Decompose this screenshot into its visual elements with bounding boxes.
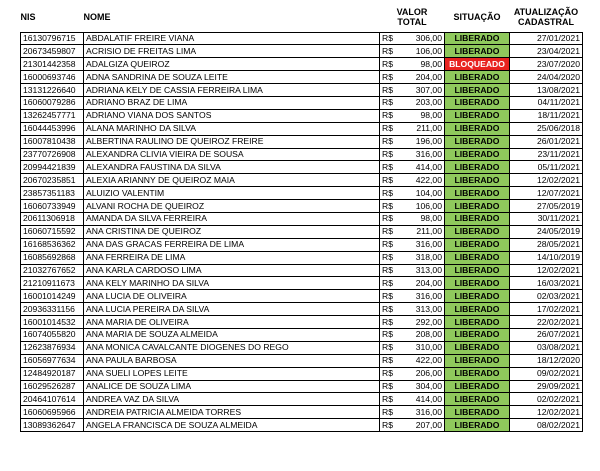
currency-symbol: R$ [382,277,393,288]
status-badge: LIBERADO [445,419,510,432]
status-badge: LIBERADO [445,380,510,393]
amount: 316,00 [415,239,442,250]
cell-data-atualizacao: 25/06/2018 [510,122,583,135]
currency-symbol: R$ [382,329,393,340]
cell-valor [380,45,445,58]
status-badge: LIBERADO [445,45,510,58]
cell-nis: 16060733949 [21,200,84,213]
cell-nis: 20670235851 [21,174,84,187]
currency-symbol: R$ [382,174,393,185]
cell-nis: 20936331156 [21,303,84,316]
amount: 98,00 [420,58,442,69]
currency-symbol: R$ [382,58,393,69]
cell-data-atualizacao: 09/02/2021 [510,367,583,380]
cell-nome: ANA MARIA DE SOUZA ALMEIDA [84,328,380,341]
status-badge: LIBERADO [445,84,510,97]
cell-nis: 12623876934 [21,341,84,354]
cell-data-atualizacao: 28/05/2021 [510,238,583,251]
amount: 414,00 [415,161,442,172]
table-row [21,109,583,122]
cell-nis: 16001014532 [21,316,84,329]
cell-data-atualizacao: 08/02/2021 [510,419,583,432]
cell-valor [380,393,445,406]
amount: 422,00 [415,355,442,366]
cell-nis: 21032767652 [21,264,84,277]
cell-valor [380,109,445,122]
table-row [21,161,583,174]
currency-symbol: R$ [382,303,393,314]
cell-nis: 21210911673 [21,277,84,290]
status-badge: LIBERADO [445,406,510,419]
amount: 318,00 [415,252,442,263]
currency-symbol: R$ [382,148,393,159]
cell-data-atualizacao: 13/08/2021 [510,84,583,97]
currency-symbol: R$ [382,45,393,56]
currency-symbol: R$ [382,200,393,211]
currency-symbol: R$ [382,368,393,379]
cell-valor [380,264,445,277]
cell-data-atualizacao: 26/07/2021 [510,328,583,341]
table-row [21,135,583,148]
cell-data-atualizacao: 27/01/2021 [510,32,583,45]
cell-nome: ADRIANO VIANA DOS SANTOS [84,109,380,122]
cell-valor [380,406,445,419]
currency-symbol: R$ [382,32,393,43]
cell-nome: ANA CRISTINA DE QUEIROZ [84,225,380,238]
cell-nome: ALANA MARINHO DA SILVA [84,122,380,135]
table-row [21,316,583,329]
amount: 104,00 [415,187,442,198]
cell-valor [380,96,445,109]
table-row [21,380,583,393]
cell-data-atualizacao: 03/08/2021 [510,341,583,354]
cell-nis: 21301442358 [21,58,84,71]
table-row [21,277,583,290]
currency-symbol: R$ [382,110,393,121]
amount: 313,00 [415,303,442,314]
cell-nis: 16060695966 [21,406,84,419]
table-row [21,71,583,84]
cell-nome: ANA SUELI LOPES LEITE [84,367,380,380]
cell-nis: 16056977634 [21,354,84,367]
status-badge: LIBERADO [445,316,510,329]
cell-data-atualizacao: 22/02/2021 [510,316,583,329]
cell-valor [380,328,445,341]
amount: 196,00 [415,136,442,147]
header-situacao: SITUAÇÃO [453,11,501,22]
table-row [21,251,583,264]
amount: 310,00 [415,342,442,353]
cell-data-atualizacao: 18/11/2021 [510,109,583,122]
amount: 316,00 [415,148,442,159]
amount: 98,00 [420,213,442,224]
cell-nis: 23770726908 [21,148,84,161]
status-badge: LIBERADO [445,367,510,380]
cell-data-atualizacao: 26/01/2021 [510,135,583,148]
table-row [21,393,583,406]
currency-symbol: R$ [382,239,393,250]
table-row [21,187,583,200]
cell-nome: ANA MARIA DE OLIVEIRA [84,316,380,329]
cell-nis: 20611306918 [21,212,84,225]
cell-nis: 16130796715 [21,32,84,45]
cell-valor [380,419,445,432]
currency-symbol: R$ [382,187,393,198]
cell-nis: 13262457771 [21,109,84,122]
cell-nis: 12484920187 [21,367,84,380]
table-row [21,419,583,432]
cell-valor [380,290,445,303]
table-row [21,406,583,419]
cell-valor [380,316,445,329]
header-atualizacao [510,2,583,32]
cell-valor [380,174,445,187]
currency-symbol: R$ [382,123,393,134]
cell-nome: ALBERTINA RAULINO DE QUEIROZ FREIRE [84,135,380,148]
status-badge: LIBERADO [445,187,510,200]
cell-valor [380,122,445,135]
amount: 208,00 [415,329,442,340]
cell-nome: ADRIANA KELY DE CASSIA FERREIRA LIMA [84,84,380,97]
cell-valor [380,367,445,380]
header-atualizacao-line2: CADASTRAL [518,16,574,27]
amount: 203,00 [415,97,442,108]
status-badge: LIBERADO [445,96,510,109]
table-row [21,238,583,251]
cell-nome: ADALGIZA QUEIROZ [84,58,380,71]
cell-nome: ANA PAULA BARBOSA [84,354,380,367]
currency-symbol: R$ [382,161,393,172]
cell-nome: ANDREA VAZ DA SILVA [84,393,380,406]
table-row [21,225,583,238]
cell-nome: ALEXANDRA CLIVIA VIEIRA DE SOUSA [84,148,380,161]
header-nis: NIS [20,11,36,22]
cell-data-atualizacao: 29/09/2021 [510,380,583,393]
currency-symbol: R$ [382,419,393,430]
cell-nome: ANA MONICA CAVALCANTE DIOGENES DO REGO [84,341,380,354]
cell-valor [380,187,445,200]
table-row [21,84,583,97]
cell-nis: 16074055820 [21,328,84,341]
cell-data-atualizacao: 24/04/2020 [510,71,583,84]
status-badge: LIBERADO [445,135,510,148]
status-badge: LIBERADO [445,212,510,225]
cell-nome: ANALICE DE SOUZA LIMA [84,380,380,393]
cell-nome: ANDREIA PATRICIA ALMEIDA TORRES [84,406,380,419]
cell-nis: 13131226640 [21,84,84,97]
beneficiaries-table [20,2,583,432]
amount: 414,00 [415,393,442,404]
table-body [21,32,583,432]
amount: 292,00 [415,316,442,327]
amount: 211,00 [416,123,442,134]
table-row [21,200,583,213]
table-row [21,32,583,45]
status-badge: LIBERADO [445,200,510,213]
cell-nis: 16060715592 [21,225,84,238]
cell-data-atualizacao: 17/02/2021 [510,303,583,316]
cell-nome: ANA FERREIRA DE LIMA [84,251,380,264]
cell-nis: 16168536362 [21,238,84,251]
amount: 316,00 [415,290,442,301]
cell-data-atualizacao: 24/05/2019 [510,225,583,238]
table-row [21,264,583,277]
status-badge: LIBERADO [445,71,510,84]
cell-data-atualizacao: 05/11/2021 [510,161,583,174]
currency-symbol: R$ [382,136,393,147]
status-badge: LIBERADO [445,354,510,367]
header-row [21,2,583,32]
currency-symbol: R$ [382,406,393,417]
cell-nis: 16007810438 [21,135,84,148]
cell-nome: ANA LUCIA DE OLIVEIRA [84,290,380,303]
cell-nome: ALEXANDRA FAUSTINA DA SILVA [84,161,380,174]
amount: 106,00 [415,45,442,56]
cell-nis: 20673459807 [21,45,84,58]
cell-valor [380,161,445,174]
cell-data-atualizacao: 27/05/2019 [510,200,583,213]
cell-valor [380,251,445,264]
cell-nome: ANA KARLA CARDOSO LIMA [84,264,380,277]
table-row [21,328,583,341]
cell-nome: ANA DAS GRACAS FERREIRA DE LIMA [84,238,380,251]
cell-valor [380,84,445,97]
status-badge: LIBERADO [445,393,510,406]
cell-data-atualizacao: 02/03/2021 [510,290,583,303]
cell-nome: ANGELA FRANCISCA DE SOUZA ALMEIDA [84,419,380,432]
cell-valor [380,354,445,367]
currency-symbol: R$ [382,264,393,275]
cell-nis: 20464107614 [21,393,84,406]
cell-data-atualizacao: 16/03/2021 [510,277,583,290]
cell-nis: 16085692868 [21,251,84,264]
cell-nis: 16029526287 [21,380,84,393]
table-row [21,58,583,71]
cell-nome: AMANDA DA SILVA FERREIRA [84,212,380,225]
cell-nis: 13089362647 [21,419,84,432]
amount: 206,00 [415,368,442,379]
cell-data-atualizacao: 30/11/2021 [510,212,583,225]
status-badge: LIBERADO [445,32,510,45]
status-badge: LIBERADO [445,148,510,161]
cell-data-atualizacao: 04/11/2021 [510,96,583,109]
status-badge: LIBERADO [445,264,510,277]
cell-data-atualizacao: 23/07/2020 [510,58,583,71]
status-badge: LIBERADO [445,251,510,264]
cell-nis: 16001014249 [21,290,84,303]
cell-valor [380,277,445,290]
status-badge: LIBERADO [445,303,510,316]
currency-symbol: R$ [382,97,393,108]
cell-nome: ALUIZIO VALENTIM [84,187,380,200]
table-row [21,290,583,303]
currency-symbol: R$ [382,393,393,404]
cell-nome: ALVANI ROCHA DE QUEIROZ [84,200,380,213]
cell-data-atualizacao: 18/12/2020 [510,354,583,367]
status-badge: LIBERADO [445,290,510,303]
table-row [21,367,583,380]
cell-nome: ALEXIA ARIANNY DE QUEIROZ MAIA [84,174,380,187]
cell-valor [380,135,445,148]
status-badge: LIBERADO [445,277,510,290]
header-valor-line2: TOTAL [397,16,427,27]
amount: 98,00 [420,110,442,121]
table-row [21,303,583,316]
cell-data-atualizacao: 12/07/2021 [510,187,583,200]
cell-data-atualizacao: 12/02/2021 [510,406,583,419]
table-row [21,148,583,161]
cell-nome: ANA LUCIA PEREIRA DA SILVA [84,303,380,316]
status-badge: BLOQUEADO [445,58,510,71]
cell-valor [380,341,445,354]
table-row [21,341,583,354]
currency-symbol: R$ [382,213,393,224]
currency-symbol: R$ [382,226,393,237]
status-badge: LIBERADO [445,161,510,174]
cell-data-atualizacao: 12/02/2021 [510,174,583,187]
amount: 304,00 [415,380,442,391]
cell-valor [380,71,445,84]
cell-nome: ANA KELY MARINHO DA SILVA [84,277,380,290]
cell-data-atualizacao: 14/10/2019 [510,251,583,264]
amount: 316,00 [415,406,442,417]
cell-valor [380,225,445,238]
cell-data-atualizacao: 23/04/2021 [510,45,583,58]
cell-valor [380,380,445,393]
amount: 211,00 [416,226,442,237]
amount: 422,00 [415,174,442,185]
cell-data-atualizacao: 02/02/2021 [510,393,583,406]
cell-valor [380,303,445,316]
currency-symbol: R$ [382,380,393,391]
cell-data-atualizacao: 12/02/2021 [510,264,583,277]
cell-valor [380,148,445,161]
table-row [21,212,583,225]
status-badge: LIBERADO [445,225,510,238]
currency-symbol: R$ [382,342,393,353]
cell-valor [380,212,445,225]
status-badge: LIBERADO [445,328,510,341]
amount: 313,00 [415,264,442,275]
table-row [21,354,583,367]
status-badge: LIBERADO [445,122,510,135]
currency-symbol: R$ [382,355,393,366]
header-atualizacao-line1: ATUALIZAÇÃO [513,6,579,17]
cell-nome: ADNA SANDRINA DE SOUZA LEITE [84,71,380,84]
cell-nis: 16060079286 [21,96,84,109]
amount: 204,00 [415,71,442,82]
currency-symbol: R$ [382,252,393,263]
status-badge: LIBERADO [445,109,510,122]
amount: 306,00 [415,32,442,43]
table-row [21,45,583,58]
amount: 106,00 [415,200,442,211]
cell-nome: ABDALATIF FREIRE VIANA [84,32,380,45]
cell-valor [380,238,445,251]
cell-nis: 20994421839 [21,161,84,174]
cell-nis: 23857351183 [21,187,84,200]
cell-nis: 16044453996 [21,122,84,135]
table-row [21,174,583,187]
header-nome: NOME [83,11,111,22]
status-badge: LIBERADO [445,238,510,251]
cell-nis: 16000693746 [21,71,84,84]
status-badge: LIBERADO [445,174,510,187]
cell-data-atualizacao: 23/11/2021 [510,148,583,161]
currency-symbol: R$ [382,290,393,301]
table-row [21,122,583,135]
cell-nome: ADRIANO BRAZ DE LIMA [84,96,380,109]
cell-valor [380,200,445,213]
cell-valor [380,32,445,45]
status-badge: LIBERADO [445,341,510,354]
amount: 307,00 [415,84,442,95]
currency-symbol: R$ [382,71,393,82]
cell-valor [380,58,445,71]
header-valor-line1: VALOR [396,6,428,17]
table-row [21,96,583,109]
header-valor [380,2,445,32]
currency-symbol: R$ [382,316,393,327]
amount: 207,00 [415,419,442,430]
amount: 204,00 [415,277,442,288]
cell-nome: ACRISIO DE FREITAS LIMA [84,45,380,58]
currency-symbol: R$ [382,84,393,95]
